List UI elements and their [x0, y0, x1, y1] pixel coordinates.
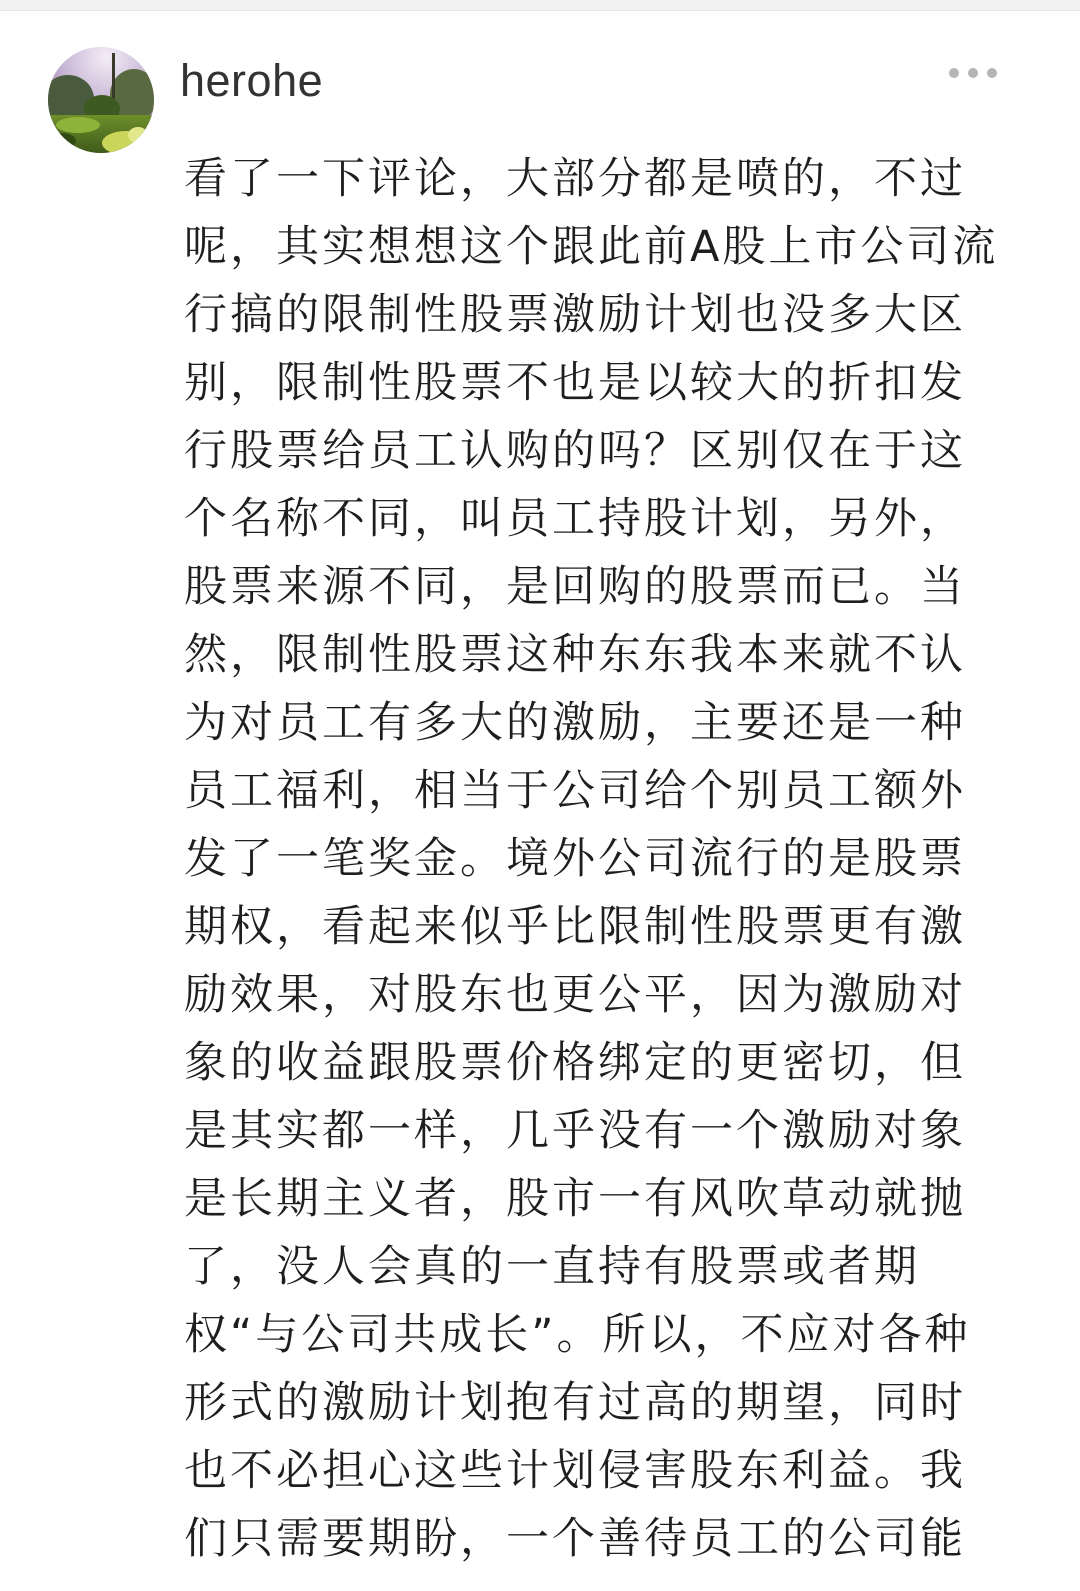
comment-line: 励效果，对股东也更公平，因为激励对	[184, 970, 966, 1020]
comment-line: 期权，看起来似乎比限制性股票更有激	[184, 902, 966, 952]
comment-line: 行搞的限制性股票激励计划也没多大区	[184, 290, 966, 340]
top-divider	[0, 0, 1080, 11]
more-options-button[interactable]	[940, 61, 1006, 85]
comment-line: 呢，其实想想这个跟此前A股上市公司流	[184, 222, 999, 272]
comment-line: 为对员工有多大的激励，主要还是一种	[184, 698, 966, 748]
comment-line: 形式的激励计划抱有过高的期望，同时	[184, 1378, 966, 1428]
comment-line: 也不必担心这些计划侵害股东利益。我	[184, 1446, 966, 1496]
comment-line: 权“与公司共成长”。所以，不应对各种	[184, 1310, 971, 1360]
comment-text	[184, 145, 1016, 1573]
comment-line: 发了一笔奖金。境外公司流行的是股票	[184, 834, 966, 884]
avatar-image	[48, 47, 154, 153]
comment-line: 股票来源不同，是回购的股票而已。当	[184, 562, 966, 612]
comment-line: 们只需要期盼，一个善待员工的公司能	[184, 1514, 966, 1564]
comment-line: 员工福利，相当于公司给个别员工额外	[184, 766, 966, 816]
comment-line: 象的收益跟股票价格绑定的更密切，但	[184, 1038, 966, 1088]
comment-line: 是长期主义者，股市一有风吹草动就抛	[184, 1174, 966, 1224]
avatar[interactable]	[48, 47, 154, 153]
comment-line: 然，限制性股票这种东东我本来就不认	[184, 630, 966, 680]
comment-line: 看了一下评论，大部分都是喷的，不过	[184, 154, 966, 204]
comment-line: 别，限制性股票不也是以较大的折扣发	[184, 358, 966, 408]
comment-line: 是其实都一样，几乎没有一个激励对象	[184, 1106, 966, 1156]
more-horizontal-icon	[947, 66, 999, 80]
comment-line: 行股票给员工认购的吗？区别仅在于这	[184, 426, 966, 476]
username[interactable]: herohe	[180, 55, 324, 106]
comment-line: 了，没人会真的一直持有股票或者期	[184, 1242, 920, 1292]
comment-line: 个名称不同，叫员工持股计划，另外，	[184, 494, 966, 544]
comment-item	[0, 11, 1080, 1591]
